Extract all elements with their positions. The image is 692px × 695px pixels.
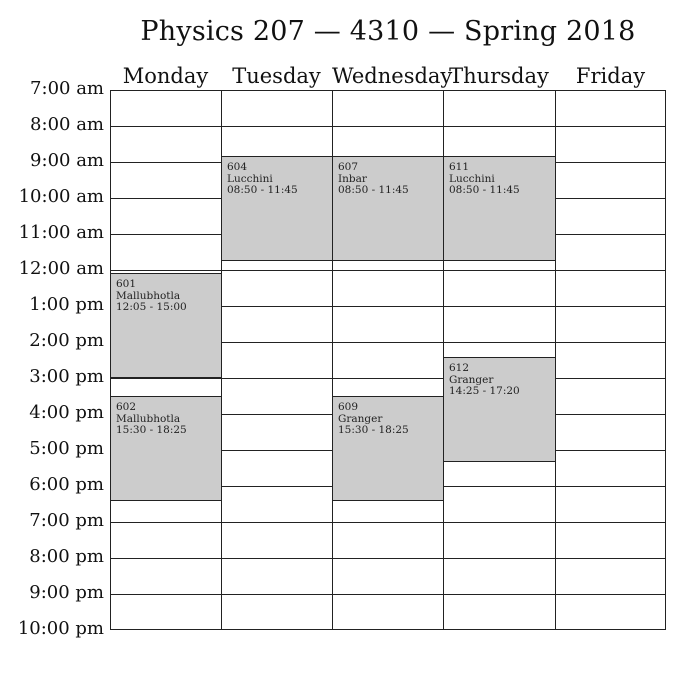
block-section: 609 xyxy=(338,401,359,413)
time-label: 7:00 pm xyxy=(29,510,104,531)
day-header-wednesday: Wednesday xyxy=(332,64,453,88)
time-label: 3:00 pm xyxy=(29,366,104,387)
time-label: 11:00 am xyxy=(18,222,104,243)
block-time: 15:30 - 18:25 xyxy=(338,424,409,436)
day-header-friday: Friday xyxy=(575,64,646,88)
block-instructor: Mallubhotla xyxy=(116,289,181,302)
block-time: 15:30 - 18:25 xyxy=(116,424,187,436)
time-label: 5:00 pm xyxy=(29,438,104,459)
block-time: 12:05 - 15:00 xyxy=(116,301,187,313)
time-label: 9:00 pm xyxy=(29,582,104,603)
block-instructor: Lucchini xyxy=(227,172,273,185)
class-block-612 xyxy=(443,357,556,462)
hour-line xyxy=(110,378,666,379)
time-label: 6:00 pm xyxy=(29,474,104,495)
block-section: 604 xyxy=(227,161,248,173)
class-block-609 xyxy=(332,396,444,501)
time-label: 2:00 pm xyxy=(29,330,104,351)
time-label: 9:00 am xyxy=(30,150,104,171)
block-instructor: Granger xyxy=(449,373,494,386)
class-block-611 xyxy=(443,156,556,261)
block-section: 612 xyxy=(449,362,470,374)
day-header-tuesday: Tuesday xyxy=(232,64,321,88)
block-instructor: Lucchini xyxy=(449,172,495,185)
hour-line xyxy=(110,522,666,523)
time-label: 4:00 pm xyxy=(29,402,104,423)
day-header-monday: Monday xyxy=(122,64,209,88)
class-block-601 xyxy=(110,273,222,378)
block-section: 601 xyxy=(116,278,137,290)
time-label: 7:00 am xyxy=(30,78,104,99)
block-time: 08:50 - 11:45 xyxy=(449,184,520,196)
time-label: 1:00 pm xyxy=(29,294,104,315)
block-time: 08:50 - 11:45 xyxy=(227,184,298,196)
block-instructor: Mallubhotla xyxy=(116,412,181,425)
block-time: 14:25 - 17:20 xyxy=(449,385,520,397)
hour-line xyxy=(110,270,666,271)
block-section: 607 xyxy=(338,161,359,173)
block-section: 611 xyxy=(449,161,470,173)
class-block-604 xyxy=(221,156,333,261)
block-instructor: Granger xyxy=(338,412,383,425)
schedule-title: Physics 207 — 4310 — Spring 2018 xyxy=(140,16,636,47)
time-label: 12:00 am xyxy=(18,258,104,279)
hour-line xyxy=(110,126,666,127)
time-label: 10:00 am xyxy=(18,186,104,207)
time-label: 8:00 pm xyxy=(29,546,104,567)
hour-line xyxy=(110,594,666,595)
time-label: 8:00 am xyxy=(30,114,104,135)
block-instructor: Inbar xyxy=(338,172,367,185)
block-section: 602 xyxy=(116,401,137,413)
block-time: 08:50 - 11:45 xyxy=(338,184,409,196)
class-block-602 xyxy=(110,396,222,501)
time-label: 10:00 pm xyxy=(17,618,104,639)
day-header-thursday: Thursday xyxy=(449,64,549,88)
hour-line xyxy=(110,558,666,559)
class-block-607 xyxy=(332,156,444,261)
